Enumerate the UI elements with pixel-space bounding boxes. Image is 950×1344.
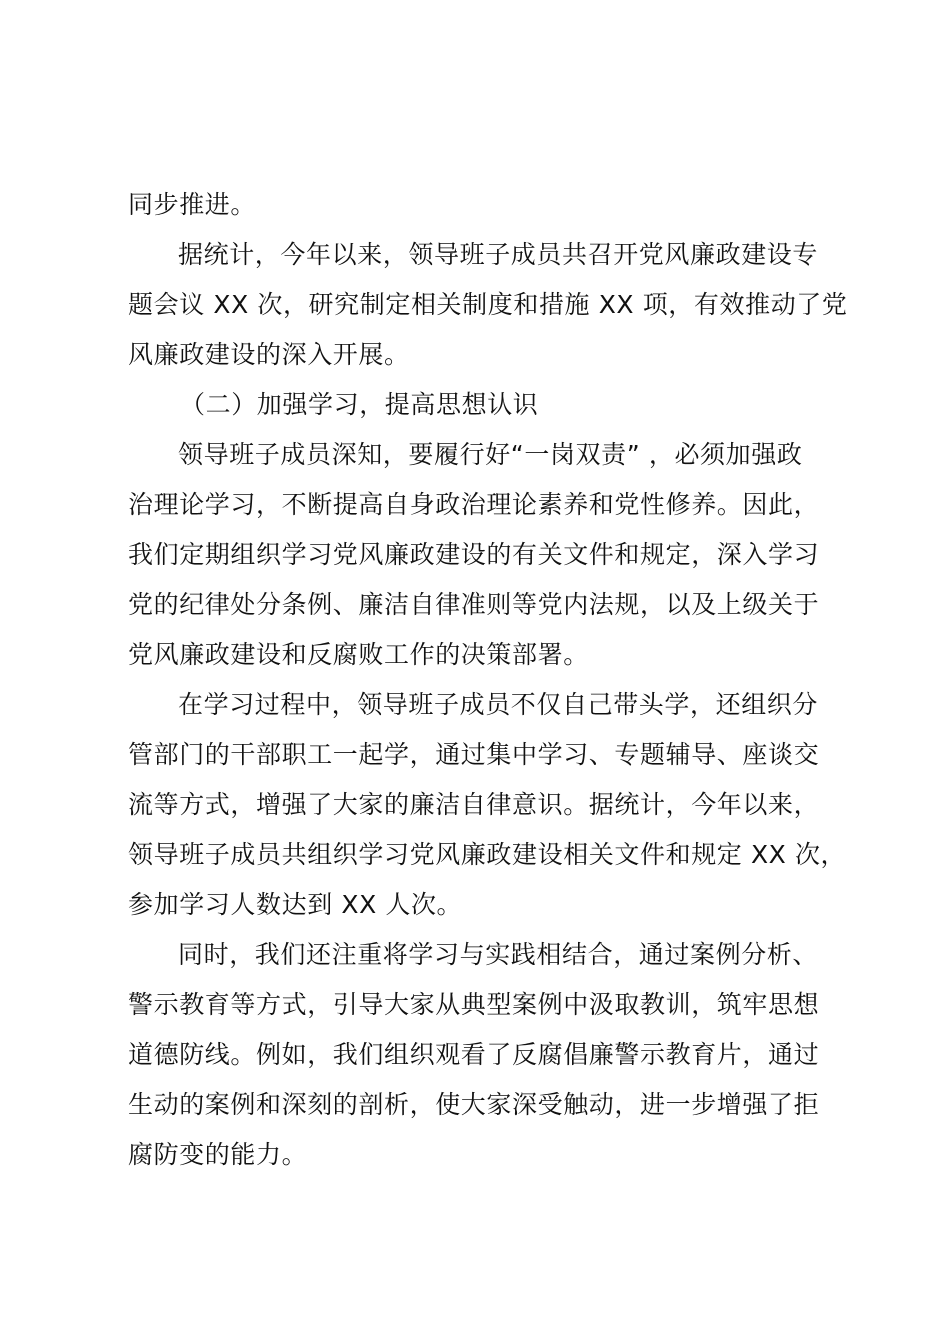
text-line: 管部门的干部职工一起学，通过集中学习、专题辅导、座谈交 <box>128 740 820 769</box>
paragraph-continuation <box>128 180 832 230</box>
text-line: 党的纪律处分条例、廉洁自律准则等党内法规，以及上级关于 <box>128 590 820 619</box>
text-line: 风廉政建设的深入开展。 <box>128 340 410 369</box>
text-line: 党风廉政建设和反腐败工作的决策部署。 <box>128 640 589 669</box>
text-line: 同步推进。 <box>128 190 257 219</box>
text-line: 生动的案例和深刻的剖析，使大家深受触动，进一步增强了拒 <box>128 1090 820 1119</box>
paragraph-study-process <box>128 680 847 930</box>
text-line: 参加学习人数达到 XX 人次。 <box>128 890 463 919</box>
text-line: 我们定期组织学习党风廉政建设的有关文件和规定，深入学习 <box>128 540 820 569</box>
paragraph-study-duty <box>128 430 832 680</box>
text-line: 腐防变的能力。 <box>128 1140 308 1169</box>
paragraph-meeting-statistics <box>128 230 848 380</box>
text-line: 在学习过程中，领导班子成员不仅自己带头学，还组织分 <box>178 690 819 719</box>
text-line: 领导班子成员深知，要履行好“一岗双责” ，必须加强政 <box>178 440 803 469</box>
text-line: 领导班子成员共组织学习党风廉政建设相关文件和规定 XX 次， <box>128 840 847 869</box>
text-line: 题会议 XX 次，研究制定相关制度和措施 XX 项，有效推动了党 <box>128 290 848 319</box>
text-line: 警示教育等方式，引导大家从典型案例中汲取教训，筑牢思想 <box>128 990 820 1019</box>
text-line: 据统计，今年以来，领导班子成员共召开党风廉政建设专 <box>178 240 819 269</box>
section-heading <box>128 380 832 430</box>
heading-text: （二）加强学习，提高思想认识 <box>180 390 539 419</box>
paragraph-practice <box>128 930 832 1180</box>
document-body <box>128 180 848 1180</box>
text-line: 同时，我们还注重将学习与实践相结合，通过案例分析、 <box>178 940 819 969</box>
text-line: 治理论学习，不断提高自身政治理论素养和党性修养。因此， <box>128 490 820 519</box>
text-line: 流等方式，增强了大家的廉洁自律意识。据统计，今年以来， <box>128 790 820 819</box>
text-line: 道德防线。例如，我们组织观看了反腐倡廉警示教育片，通过 <box>128 1040 820 1069</box>
